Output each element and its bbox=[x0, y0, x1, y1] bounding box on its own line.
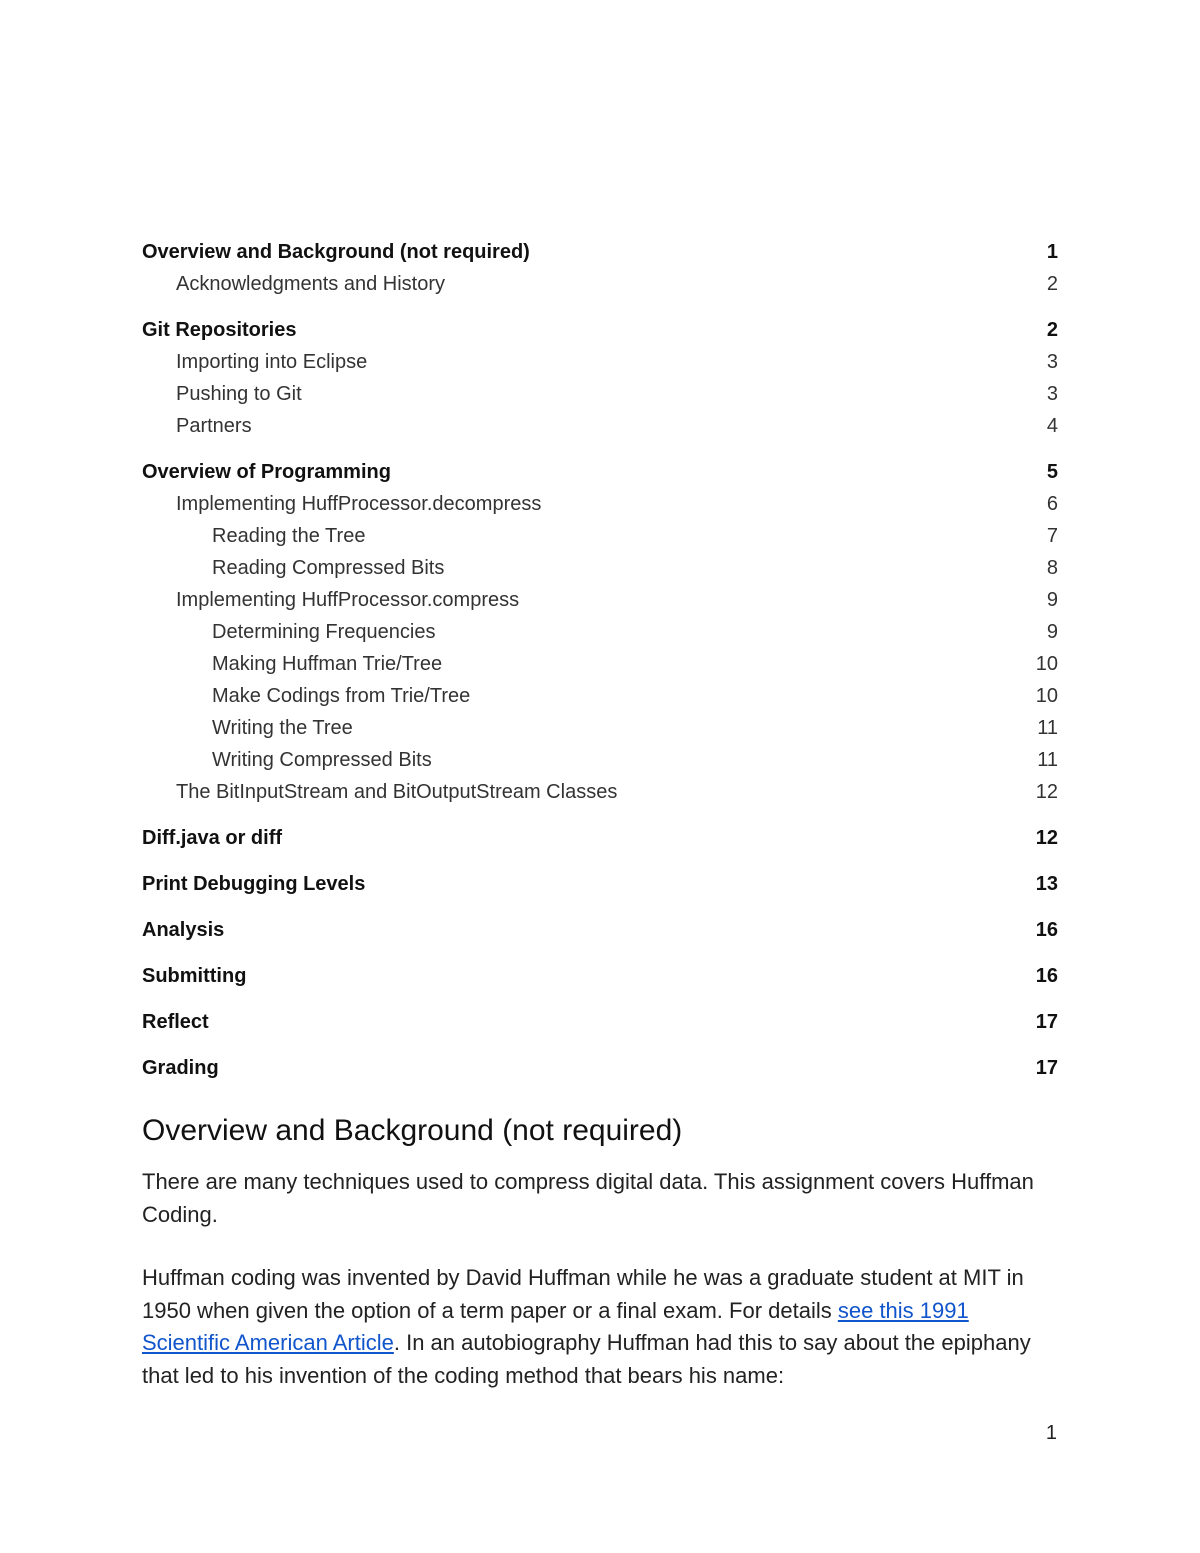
toc-entry[interactable] bbox=[142, 456, 1058, 488]
toc-entry-title: Diff.java or diff bbox=[142, 827, 283, 849]
toc-entry[interactable] bbox=[142, 268, 1058, 300]
toc-entry-title: Grading bbox=[142, 1057, 219, 1079]
toc-entry[interactable] bbox=[142, 776, 1058, 808]
toc-entry-page: 10 bbox=[1035, 685, 1058, 707]
toc-entry-title: Submitting bbox=[142, 965, 247, 987]
toc-entry-page: 7 bbox=[1046, 525, 1058, 547]
toc-entry-title: Print Debugging Levels bbox=[142, 873, 366, 895]
toc-entry[interactable] bbox=[142, 488, 1058, 520]
toc-entry-title: Making Huffman Trie/Tree bbox=[212, 653, 443, 675]
toc-entry[interactable] bbox=[142, 410, 1058, 442]
toc-entry[interactable] bbox=[142, 616, 1058, 648]
toc-entry-page: 9 bbox=[1046, 621, 1058, 643]
toc-entry[interactable] bbox=[142, 1006, 1058, 1038]
toc-entry[interactable] bbox=[142, 744, 1058, 776]
toc-entry-page: 2 bbox=[1046, 319, 1058, 341]
toc-entry[interactable] bbox=[142, 236, 1058, 268]
toc-entry-page: 13 bbox=[1035, 873, 1058, 895]
history-text-after: . In an autobiography Huffman had this to say about the epiphany that led to his invention of the coding method that bears his name: bbox=[142, 1330, 1031, 1388]
page-number: 1 bbox=[1045, 1422, 1057, 1444]
toc-entry-title: Pushing to Git bbox=[176, 383, 302, 405]
toc-entry-title: Implementing HuffProcessor.compress bbox=[176, 589, 520, 611]
history-text-before: Huffman coding was invented by David Huffman while he was a graduate student at MIT in 1950 when given the option of a term paper or a final exam. For details bbox=[142, 1265, 1024, 1323]
scientific-american-link[interactable]: see this 1991 Scientific American Article bbox=[142, 1297, 969, 1355]
toc-entry-title: Determining Frequencies bbox=[212, 621, 436, 643]
toc-entry[interactable] bbox=[142, 712, 1058, 744]
toc-entry-title: Git Repositories bbox=[142, 319, 297, 341]
toc-entry-title: Implementing HuffProcessor.decompress bbox=[176, 493, 542, 515]
toc-entry-page: 11 bbox=[1037, 717, 1058, 739]
toc-entry-title: Writing the Tree bbox=[212, 717, 353, 739]
toc-entry-page: 11 bbox=[1037, 749, 1058, 771]
toc-entry-page: 3 bbox=[1046, 351, 1058, 373]
toc-entry-title: Analysis bbox=[142, 919, 225, 941]
intro-paragraph: There are many techniques used to compress digital data. This assignment covers Huffman Coding. bbox=[142, 1169, 1034, 1227]
toc-entry-title: Make Codings from Trie/Tree bbox=[212, 685, 471, 707]
toc-entry-page: 10 bbox=[1035, 653, 1058, 675]
toc-entry-page: 16 bbox=[1035, 919, 1058, 941]
toc-entry-title: Acknowledgments and History bbox=[176, 273, 446, 295]
history-paragraph bbox=[142, 1262, 1062, 1392]
toc-entry[interactable] bbox=[142, 680, 1058, 712]
toc-entry-page: 17 bbox=[1035, 1057, 1058, 1079]
toc-entry[interactable] bbox=[142, 584, 1058, 616]
toc-entry-page: 3 bbox=[1046, 383, 1058, 405]
toc-entry-title: Writing Compressed Bits bbox=[212, 749, 432, 771]
section-heading: Overview and Background (not required) bbox=[142, 1114, 683, 1147]
toc-entry-page: 4 bbox=[1046, 415, 1058, 437]
toc-entry-page: 12 bbox=[1035, 827, 1058, 849]
toc-entry-title: Partners bbox=[176, 415, 252, 437]
toc-entry-page: 2 bbox=[1046, 273, 1058, 295]
toc-entry-page: 5 bbox=[1046, 461, 1058, 483]
toc-entry-title: Overview and Background (not required) bbox=[142, 241, 530, 263]
toc-entry[interactable] bbox=[142, 914, 1058, 946]
toc-entry[interactable] bbox=[142, 346, 1058, 378]
toc-entry-page: 6 bbox=[1046, 493, 1058, 515]
toc-entry-title: Reading Compressed Bits bbox=[212, 557, 445, 579]
toc-entry-title: Overview of Programming bbox=[142, 461, 391, 483]
toc-entry[interactable] bbox=[142, 648, 1058, 680]
toc-entry[interactable] bbox=[142, 552, 1058, 584]
toc-entry-title: Reflect bbox=[142, 1011, 209, 1033]
toc-entry-page: 8 bbox=[1046, 557, 1058, 579]
toc-entry-page: 9 bbox=[1046, 589, 1058, 611]
toc-entry[interactable] bbox=[142, 314, 1058, 346]
toc-entry-title: Importing into Eclipse bbox=[176, 351, 368, 373]
toc-entry[interactable] bbox=[142, 378, 1058, 410]
toc-entry-page: 16 bbox=[1035, 965, 1058, 987]
toc-entry-title: The BitInputStream and BitOutputStream Classes bbox=[176, 781, 618, 803]
toc-entry[interactable] bbox=[142, 1052, 1058, 1084]
toc-entry-page: 1 bbox=[1046, 241, 1058, 263]
toc-entry[interactable] bbox=[142, 868, 1058, 900]
toc-entry[interactable] bbox=[142, 822, 1058, 854]
toc-entry-page: 17 bbox=[1035, 1011, 1058, 1033]
toc-entry-title: Reading the Tree bbox=[212, 525, 366, 547]
toc-entry[interactable] bbox=[142, 520, 1058, 552]
table-of-contents bbox=[142, 236, 1058, 1084]
toc-entry[interactable] bbox=[142, 960, 1058, 992]
toc-entry-page: 12 bbox=[1035, 781, 1058, 803]
